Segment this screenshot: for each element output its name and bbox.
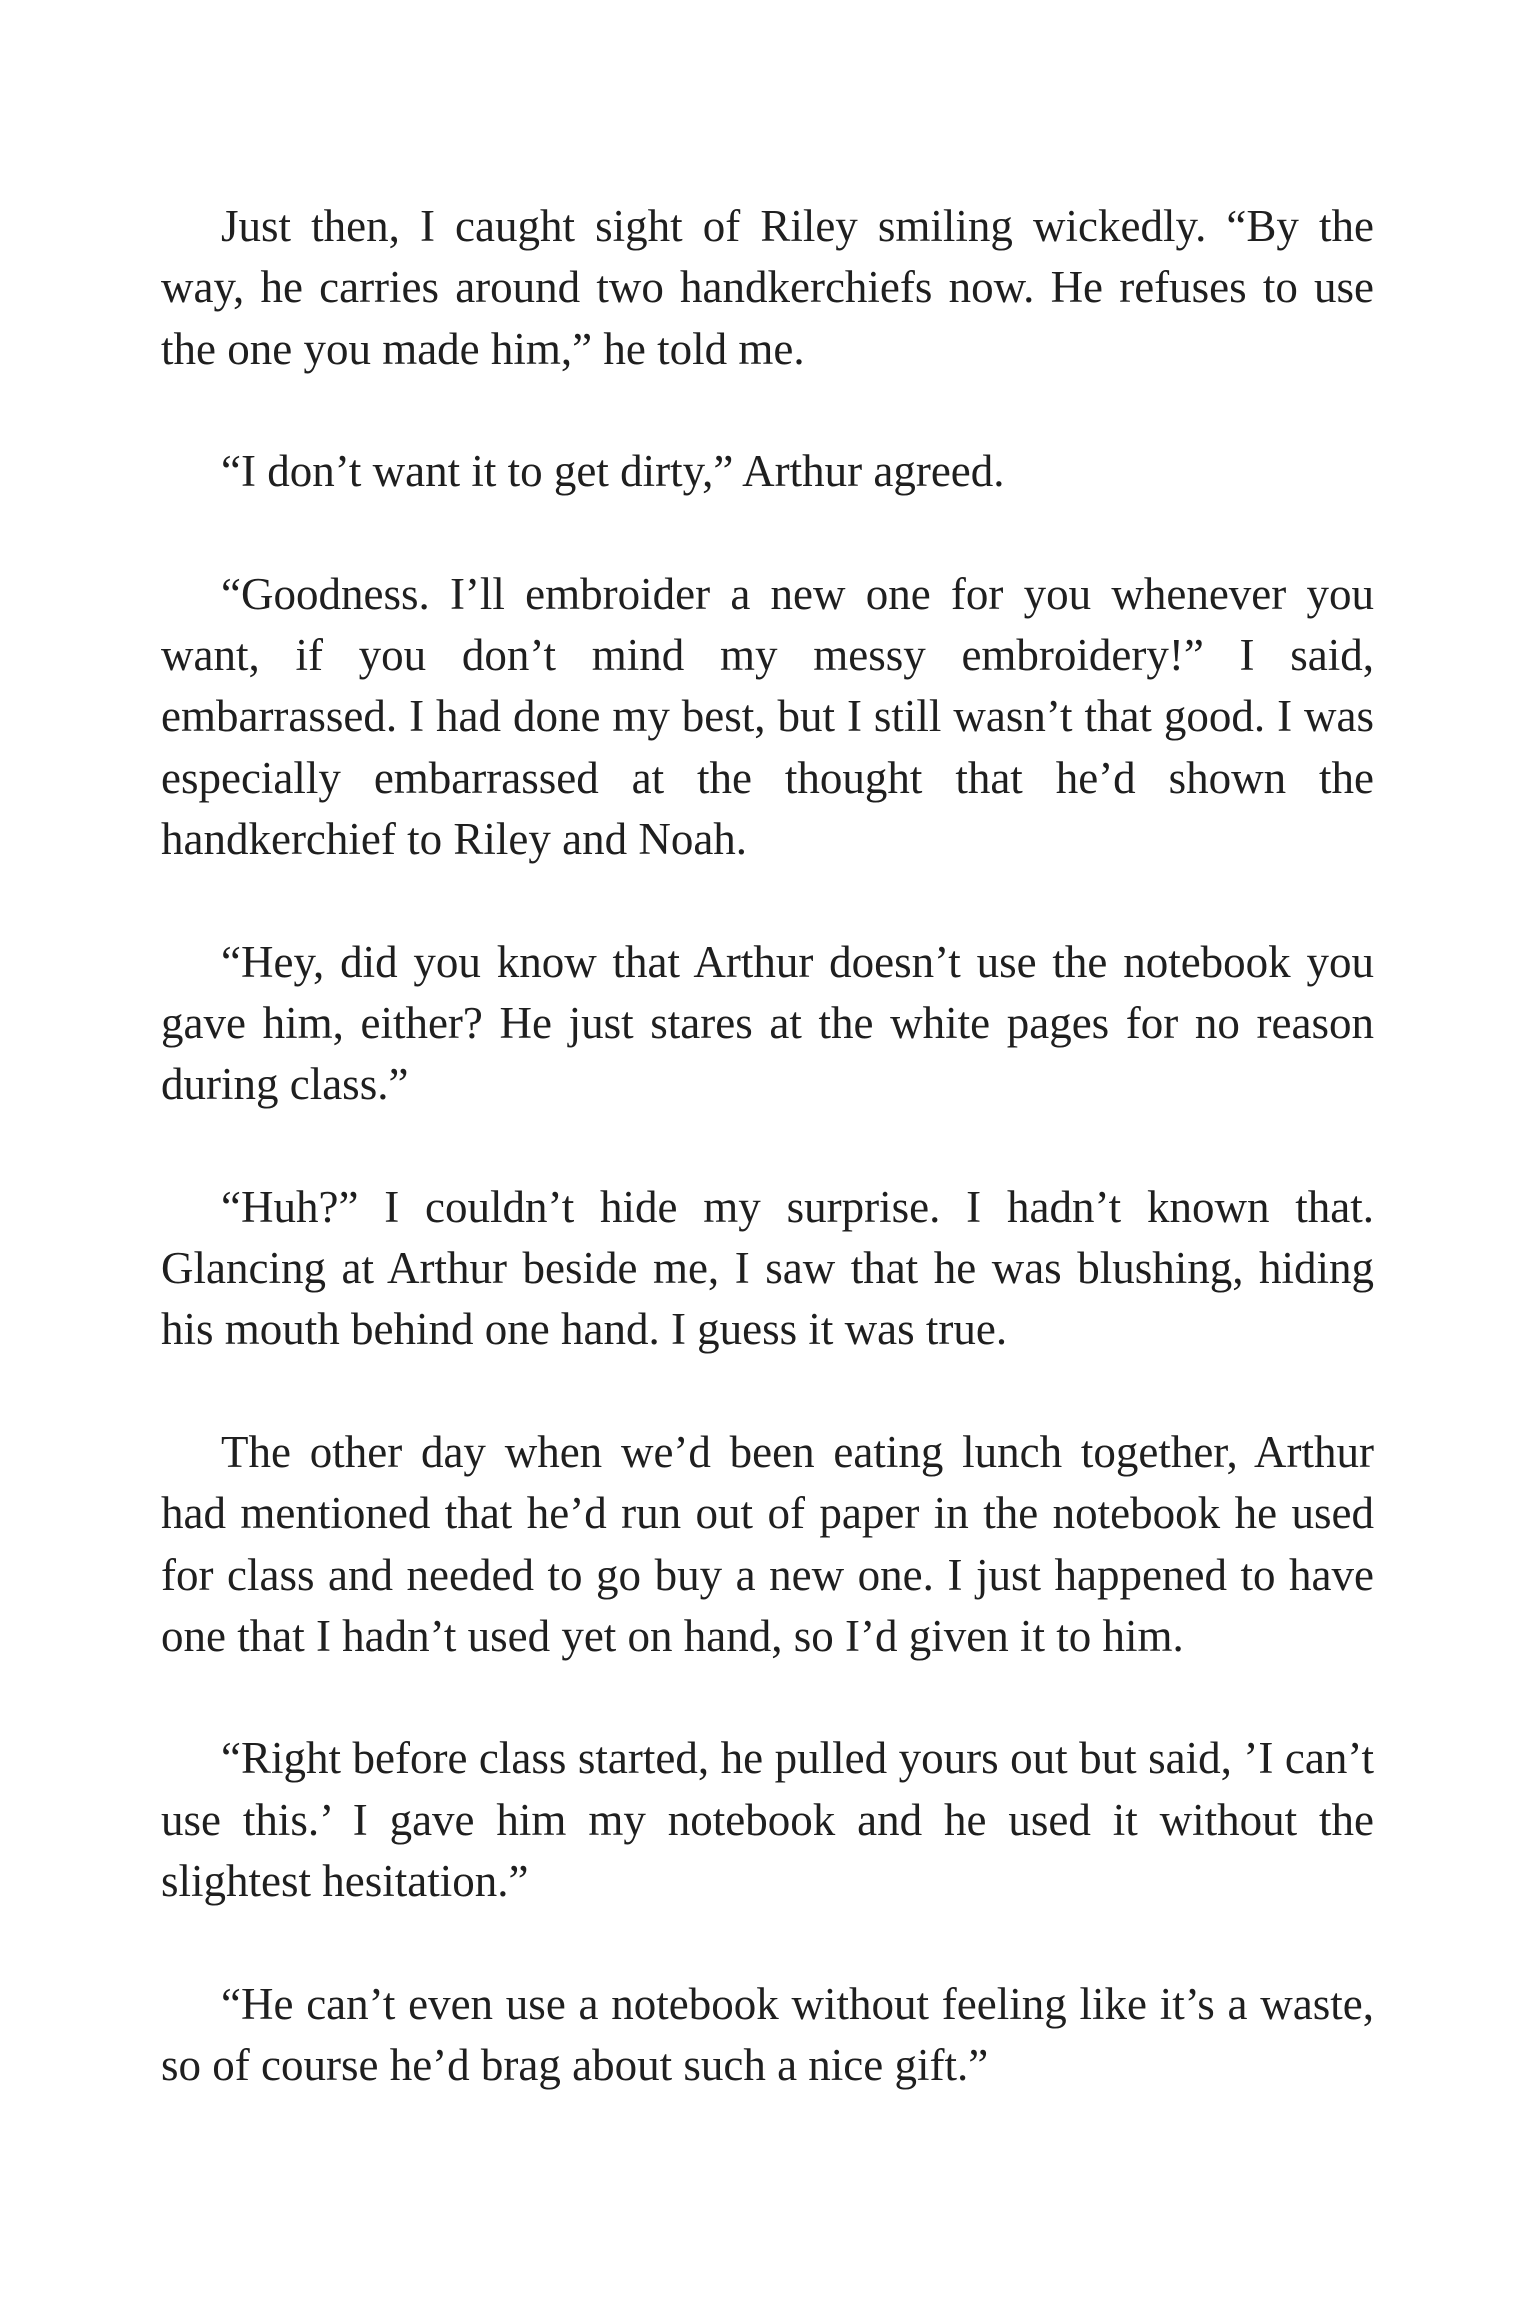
paragraph: “I don’t want it to get dirty,” Arthur agreed. — [221, 446, 1005, 497]
paragraph: “Right before class started, he pulled yours out but said, ’I can’t use this.’ I gave him my notebook and he used it without the slightest hesitation.” — [161, 1733, 1374, 1907]
paragraph: “Huh?” I couldn’t hide my surprise. I hadn’t known that. Glancing at Arthur beside me, I saw that he was blushing, hiding his mouth behind one hand. I guess it was true. — [161, 1181, 1374, 1355]
paragraph: The other day when we’d been eating lunch together, Arthur had mentioned that he’d run out of paper in the notebook he used for class and needed to go buy a new one. I just happened to have one that I hadn’t used yet on hand, so I’d given it to him. — [161, 1426, 1374, 1661]
book-page — [161, 196, 1374, 2096]
paragraph: “Goodness. I’ll embroider a new one for you whenever you want, if you don’t mind my messy embroidery!” I said, embarrassed. I had done my best, but I still wasn’t that good. I was especially embarrassed at the thought that he’d shown the handkerchief to Riley and Noah. — [161, 568, 1374, 864]
paragraph: “Hey, did you know that Arthur doesn’t use the notebook you gave him, either? He just stares at the white pages for no reason during class.” — [161, 936, 1374, 1110]
paragraph: “He can’t even use a notebook without feeling like it’s a waste, so of course he’d brag about such a nice gift.” — [161, 1978, 1374, 2090]
paragraph: Just then, I caught sight of Riley smiling wickedly. “By the way, he carries around two handkerchiefs now. He refuses to use the one you made him,” he told me. — [161, 201, 1374, 374]
